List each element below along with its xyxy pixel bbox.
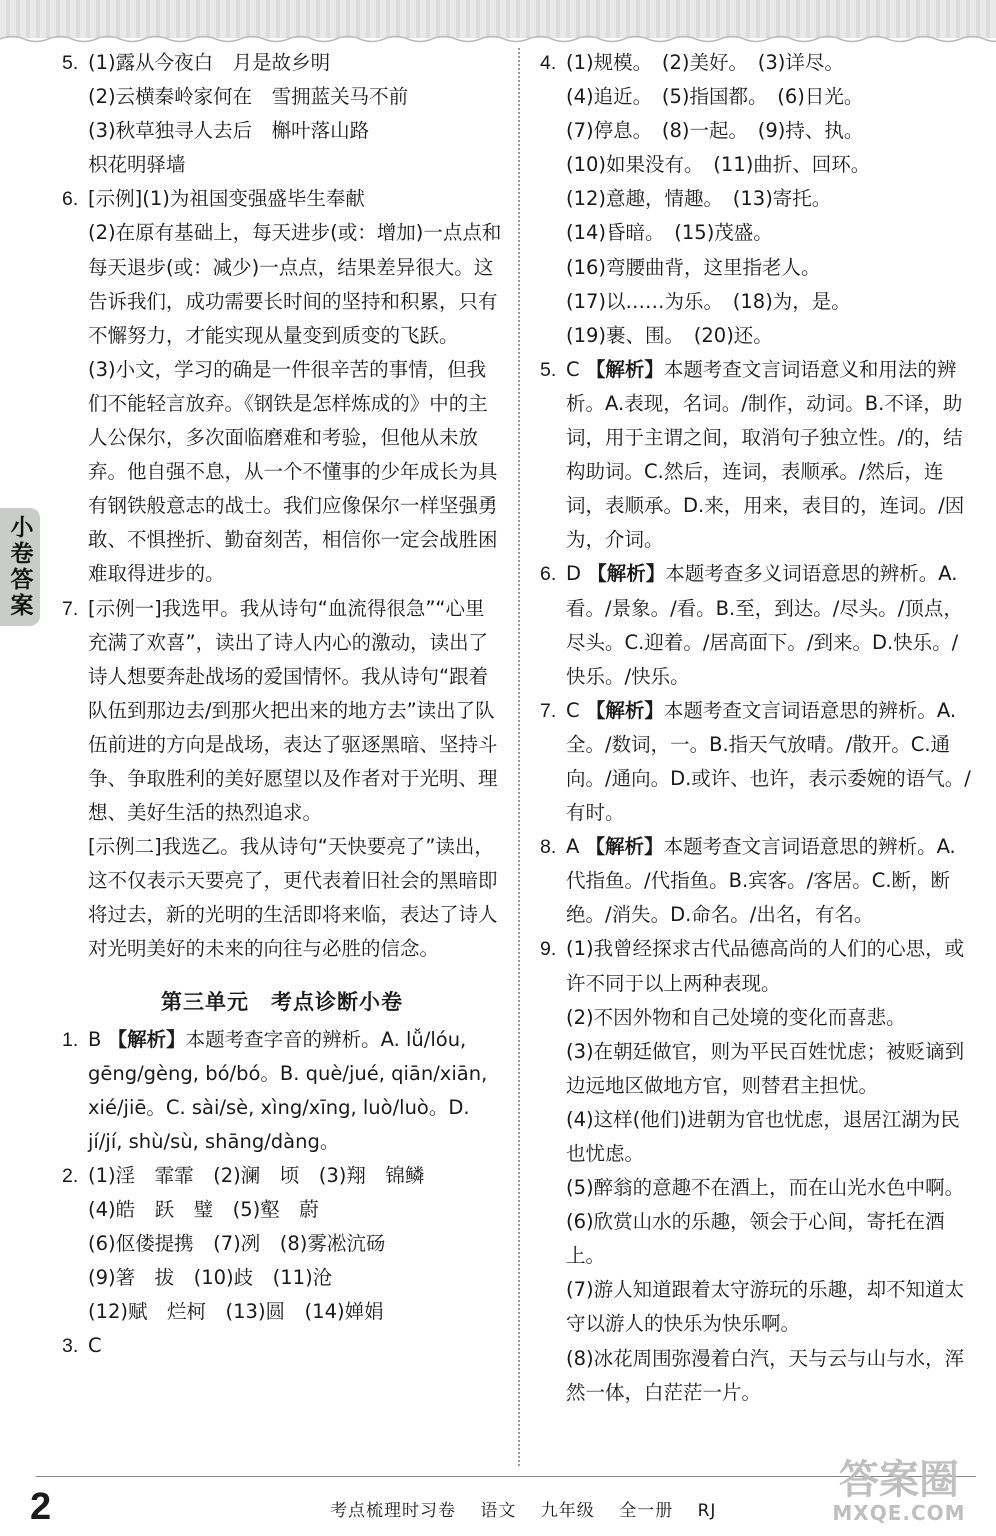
side-tab (0, 508, 40, 626)
unit3-answer-9: 9. (1)我曾经探求古代品德高尚的人们的心思，或许不同于以上两种表现。 (2)不因外物和自己处境的变化而喜悲。 (3)在朝廷做官，则为平民百姓忧虑；被贬谪到边远地区做地方官，则替君主担忧。 (4)这样(他们)进朝为官也忧虑，退居江湖为民也忧虑。 (5)醉翁的意趣不在酒上，而在山光水色中啊。 (6)欣赏山水的乐趣，领会于心间，寄托在酒上。 (7)游人知道跟着太守游玩的乐趣，却不知道太守以游人的快乐为快乐啊。 (8)冰花周围弥漫着白汽，天与云与山与水，浑然一体，白茫茫一片。 (540, 937, 965, 1404)
left-column (62, 46, 502, 1364)
watermark-logo: 答案圈 MXQE.COM (832, 1457, 966, 1525)
section-title: 第三单元 考点诊断小卷 (161, 989, 403, 1014)
right-column (540, 46, 972, 1410)
unit3-answer-7: 7. C 【解析】本题考查文言词语意思的辨析。A.全。/数词，一。B.指天气放晴。/散开。C.通向。/通向。D.或许、也许，表示委婉的语气。/有时。 (540, 698, 971, 825)
unit3-answer-8: 8. A 【解析】本题考查文言词语意思的辨析。A.代指鱼。/代指鱼。B.宾客。/客居。C.断，断绝。/消失。D.命名。/出名，有名。 (540, 835, 956, 927)
answer-7: 7. [示例一]我选甲。我从诗句“血流得很急”“心里充满了欢喜”，读出了诗人内心的激动，读出了诗人想要奔赴战场的爱国情怀。我从诗句“跟着队伍到那边去/到那火把出来的地方去”读出了队伍前进的方向是战场，表达了驱逐黑暗、坚持斗争、争取胜利的美好愿望以及作者对于光明、理想、美好生活的热烈追求。 [示例二]我选乙。我从诗句“天快要亮了”读出，这不仅表示天要亮了，更代表着旧社会的黑暗即将过去，新的光明的生活即将来临，表达了诗人对光明美好的未来的向往与必胜的信念。 (62, 596, 498, 961)
unit3-answer-5: 5. C 【解析】本题考查文言词语意义和用法的辨析。A.表现，名词。/制作，动词。B.不译，助词，用于主谓之间，取消句子独立性。/的，结构助词。C.然后，连词，表顺承。/然后，连词，表顺承。D.来，用来，表目的，连词。/因为，介词。 (540, 357, 965, 552)
unit3-answer-1: 1. B 【解析】本题考查字音的辨析。A. lǚ/lóu, gēng/gèng, bó/bó。B. què/jué, qiān/xiān, xié/jiē。C. sài/sè, xìng/xīng, luò/luò。D. jí/jí, shù/sù, shāng/dàng。 (62, 1027, 488, 1153)
page-number: 2 (30, 1486, 52, 1528)
unit3-answer-2: 2. (1)淫 霏霏 (2)澜 顷 (3)翔 锦鳞 (4)皓 跃 璧 (5)壑 蔚 (6)伛偻提携 (7)冽 (8)雾凇沆砀 (9)箸 拔 (10)歧 (11)沧 (12)赋 烂柯 (13)圆 (14)婵娟 (62, 1164, 425, 1324)
top-wave-border (0, 34, 996, 44)
footer-grade: 九年级 (540, 1501, 595, 1521)
unit3-answer-4: 4. (1)规模。 (2)美好。 (3)详尽。 (4)追近。 (5)指国都。 (6)日光。 (7)停息。 (8)一起。 (9)持、执。 (10)如果没有。 (11)曲折、回环。 (12)意趣，情趣。 (13)寄托。 (14)昏暗。 (15)茂盛。 (16)弯腰曲背，这里指老人。 (17)以……为乐。 (18)为，是。 (19)裹、围。 (20)还。 (540, 51, 871, 347)
footer (330, 1496, 734, 1521)
unit3-answer-6: 6. D 【解析】本题考查多义词语意思的辨析。A.看。/景象。/看。B.至，到达。/尽头。/顶点，尽头。C.迎着。/居高面下。/到来。D.快乐。/快乐。/快乐。 (540, 562, 963, 688)
top-decorative-band (0, 0, 996, 38)
answer-6: 6. [示例](1)为祖国变强盛毕生奉献 (2)在原有基础上，每天进步(或：增加)一点点和每天退步(或：减少)一点点，结果差异很大。这告诉我们，成功需要长时间的坚持和积累，只有不懈努力，才能实现从量变到质变的飞跃。 (3)小文，学习的确是一件很辛苦的事情，但我们不能轻言放弃。《钢铁是怎样炼成的》中的主人公保尔，多次面临磨难和考验，但他从未放弃。他自强不息，从一个不懂事的少年成长为具有钢铁般意志的战士。我们应像保尔一样坚强勇敢、不惧挫折、勤奋刻苦，相信你一定会战胜困难取得进步的。 (62, 187, 502, 586)
answer-5: 5. (1)露从今夜白 月是故乡明 (2)云横秦岭家何在 雪拥蓝关马不前 (3)秋草独寻人去后 槲叶落山路 枳花明驿墙 (62, 51, 409, 177)
footer-volume: 全一册 (619, 1501, 674, 1521)
side-tab-label: 小卷答案 (6, 515, 33, 619)
footer-subject: 语文 (480, 1501, 517, 1521)
column-divider (518, 48, 520, 1466)
footer-title: 考点梳理时习卷 (330, 1501, 456, 1521)
footer-edition: RJ (697, 1501, 717, 1521)
unit3-answer-3: 3. C (62, 1334, 102, 1358)
